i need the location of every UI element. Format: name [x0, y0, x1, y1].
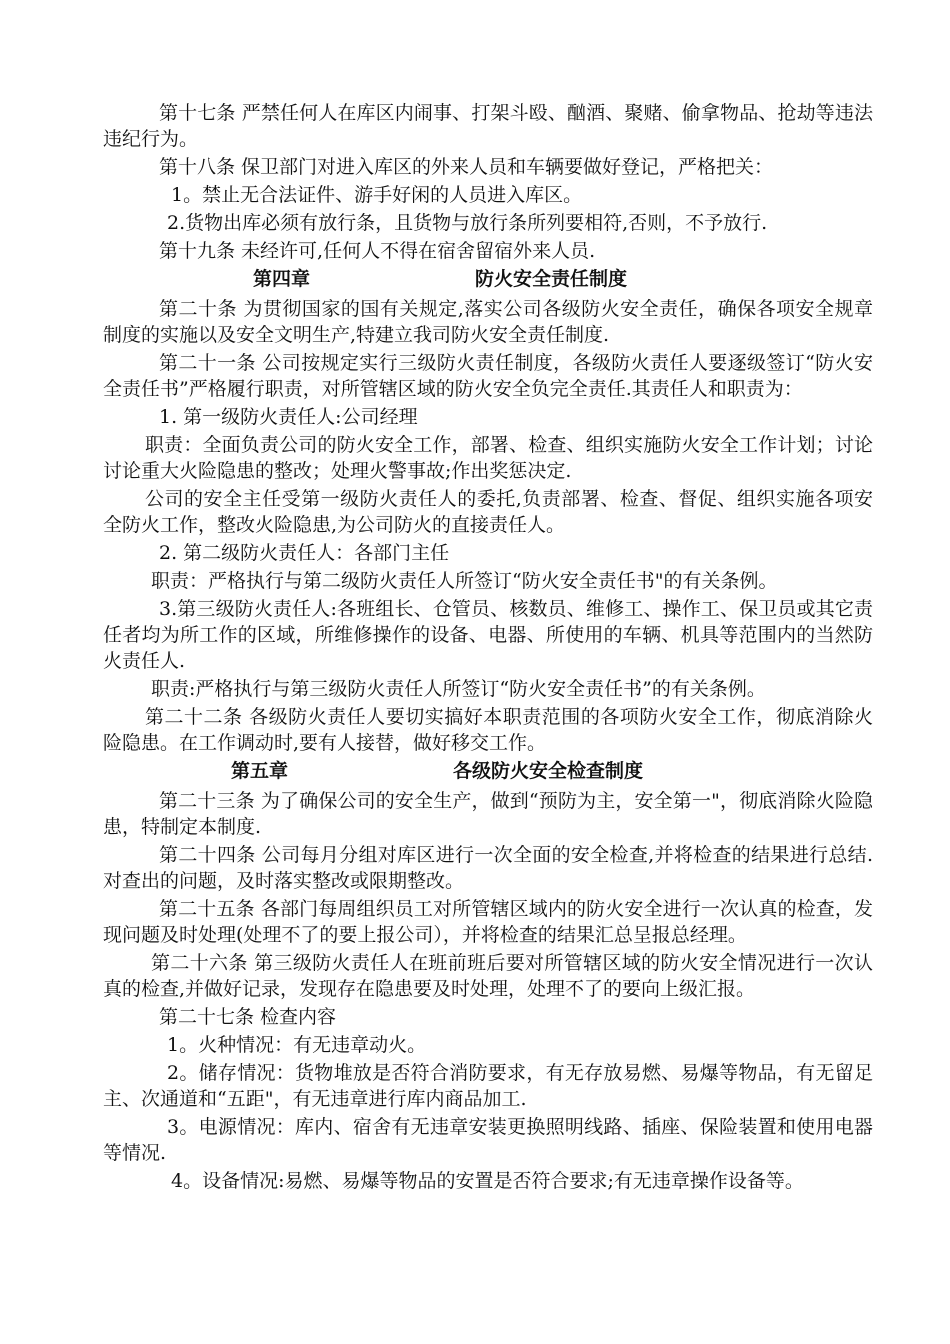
level-2-responsible: 2. 第二级防火责任人：各部门主任: [159, 542, 450, 564]
article-26: 第二十六条 第三级防火责任人在班前班后要对所管辖区域的防火安全情况进行一次认真的检查,并做好记录，发现存在隐患要及时处理，处理不了的要向上级汇报。: [103, 952, 873, 1000]
check-item-1: 1。火种情况：有无违章动火。: [167, 1034, 427, 1056]
document-page: [103, 100, 873, 1196]
chapter-5-title: 各级防火安全检查制度: [453, 760, 644, 782]
chapter-5-number: 第五章: [231, 760, 289, 782]
chapter-4-heading: [103, 266, 873, 294]
article-18-item-2: 2.货物出库必须有放行条，且货物与放行条所列要相符,否则，不予放行.: [167, 212, 768, 234]
chapter-5-heading: [103, 758, 873, 786]
article-20: 第二十条 为贯彻国家的国有关规定,落实公司各级防火安全责任，确保各项安全规章制度的实施以及安全文明生产,特建立我司防火安全责任制度.: [103, 298, 873, 346]
chapter-4-title: 防火安全责任制度: [475, 268, 628, 290]
article-17: 第十七条 严禁任何人在库区内闹事、打架斗殴、酗酒、聚赌、偷拿物品、抢劫等违法违纪行为。: [103, 102, 873, 150]
article-25: 第二十五条 各部门每周组织员工对所管辖区域内的防火安全进行一次认真的检查，发现问题及时处理(处理不了的要上报公司），并将检查的结果汇总呈报总经理。: [103, 898, 873, 946]
level-2-duty: 职责：严格执行与第二级防火责任人所签订“防火安全责任书"的有关条例。: [151, 570, 778, 592]
article-27: 第二十七条 检查内容: [159, 1006, 337, 1028]
level-1-duty: 职责：全面负责公司的防火安全工作，部署、检查、组织实施防火安全工作计划；讨论讨论重大火险隐患的整改；处理火警事故;作出奖惩决定.: [103, 434, 873, 482]
article-24: 第二十四条 公司每月分组对库区进行一次全面的安全检查,并将检查的结果进行总结.对查出的问题，及时落实整改或限期整改。: [103, 844, 873, 892]
level-3-responsible: 3.第三级防火责任人:各班组长、仓管员、核数员、维修工、操作工、保卫员或其它责任者均为所工作的区域，所维修操作的设备、电器、所使用的车辆、机具等范围内的当然防火责任人.: [103, 598, 873, 672]
check-item-3: 3。电源情况：库内、宿舍有无违章安装更换照明线路、插座、保险装置和使用电器等情况.: [103, 1116, 873, 1164]
article-22: 第二十二条 各级防火责任人要切实搞好本职责范围的各项防火安全工作，彻底消除火险隐患。在工作调动时,要有人接替，做好移交工作。: [103, 706, 873, 754]
level-1-responsible: 1. 第一级防火责任人:公司经理: [159, 406, 418, 428]
article-19: 第十九条 未经许可,任何人不得在宿舍留宿外来人员.: [159, 240, 596, 262]
article-23: 第二十三条 为了确保公司的安全生产，做到“预防为主，安全第一"，彻底消除火险隐患，特制定本制度.: [103, 790, 873, 838]
article-21: 第二十一条 公司按规定实行三级防火责任制度，各级防火责任人要逐级签订“防火安全责任书”严格履行职责，对所管辖区域的防火安全负完全责任.其责任人和职责为：: [103, 352, 873, 400]
article-18-item-1: 1。禁止无合法证件、游手好闲的人员进入库区。: [171, 184, 583, 206]
check-item-4: 4。设备情况:易燃、易爆等物品的安置是否符合要求;有无违章操作设备等。: [171, 1170, 804, 1192]
level-1-note: 公司的安全主任受第一级防火责任人的委托,负责部署、检查、督促、组织实施各项安全防火工作，整改火险隐患,为公司防火的直接责任人。: [103, 488, 873, 536]
level-3-duty: 职责:严格执行与第三级防火责任人所签订“防火安全责任书”的有关条例。: [151, 678, 766, 700]
check-item-2: 2。储存情况：货物堆放是否符合消防要求，有无存放易燃、易爆等物品，有无留足主、次通道和“五距"，有无违章进行库内商品加工.: [103, 1062, 873, 1110]
article-18: 第十八条 保卫部门对进入库区的外来人员和车辆要做好登记，严格把关：: [159, 156, 774, 178]
chapter-4-number: 第四章: [253, 268, 311, 290]
